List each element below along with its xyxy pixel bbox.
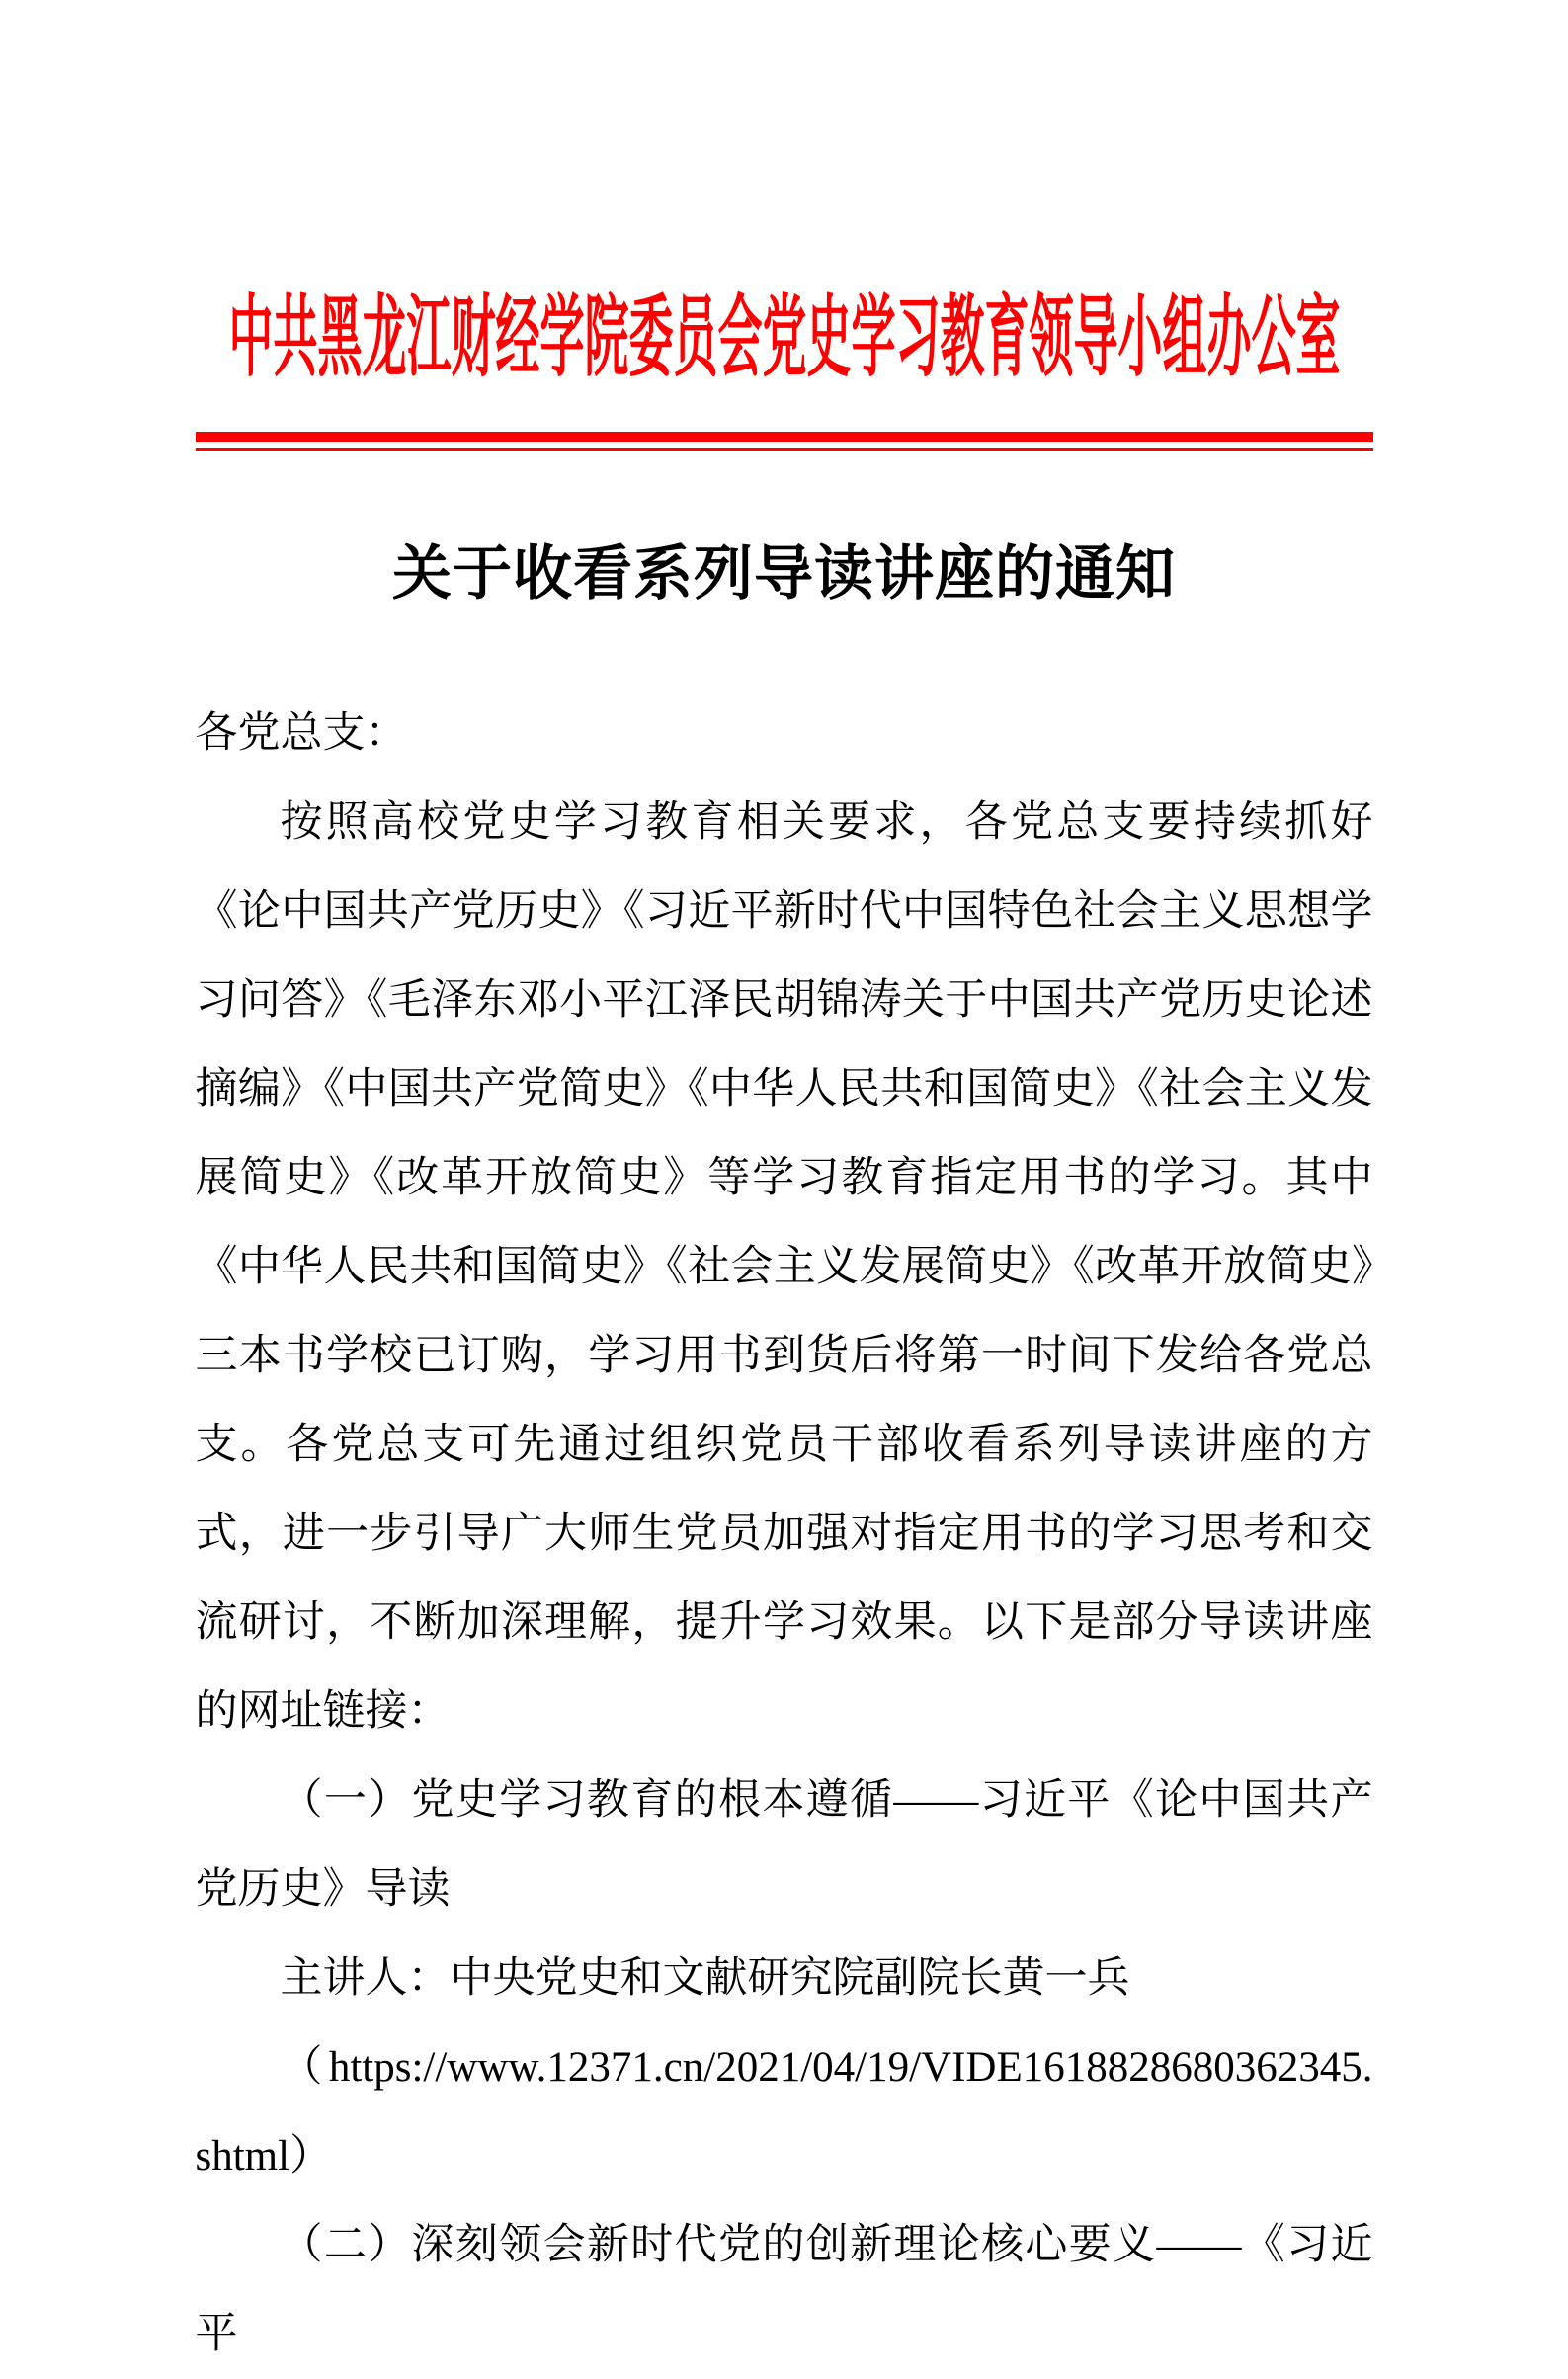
lecture-1-speaker: 主讲人：中央党史和文献研究院副院长黄一兵	[280, 1955, 1130, 2002]
letterhead-title: 中共黑龙江财经学院委员会党史学习教育领导小组办公室	[228, 289, 1340, 387]
document-title: 关于收看系列导读讲座的通知	[392, 541, 1176, 607]
document-body	[196, 690, 1373, 2379]
salutation: 各党总支：	[195, 710, 408, 757]
red-separator-line-thick	[196, 432, 1373, 442]
letterhead	[0, 0, 1568, 387]
red-separator-line-thin	[196, 448, 1373, 451]
lecture-1-url: （https://www.12371.cn/2021/04/19/VIDE1618828680362345.shtml）	[195, 2044, 1373, 2179]
content-area	[196, 432, 1373, 2379]
paragraph-main: 按照高校党史学习教育相关要求，各党总支要持续抓好《论中国共产党历史》《习近平新时代中国特色社会主义思想学习问答》《毛泽东邓小平江泽民胡锦涛关于中国共产党历史论述摘编》《中国共产党简史》《中华人民共和国简史》《社会主义发展简史》《改革开放简史》等学习教育指定用书的学习。其中《中华人民共和国简史》《社会主义发展简史》《改革开放简史》三本书学校已订购，学习用书到货后将第一时间下发给各党总支。各党总支可先通过组织党员干部收看系列导读讲座的方式，进一步引导广大师生党员加强对指定用书的学习思考和交流研讨，不断加深理解，提升学习效果。以下是部分导读讲座的网址链接：	[195, 799, 1373, 1735]
lecture-1-heading: （一）党史学习教育的根本遵循——习近平《论中国共产党历史》导读	[195, 1777, 1373, 1913]
lecture-2-heading: （二）深刻领会新时代党的创新理论核心要义——《习近平	[195, 2222, 1373, 2357]
